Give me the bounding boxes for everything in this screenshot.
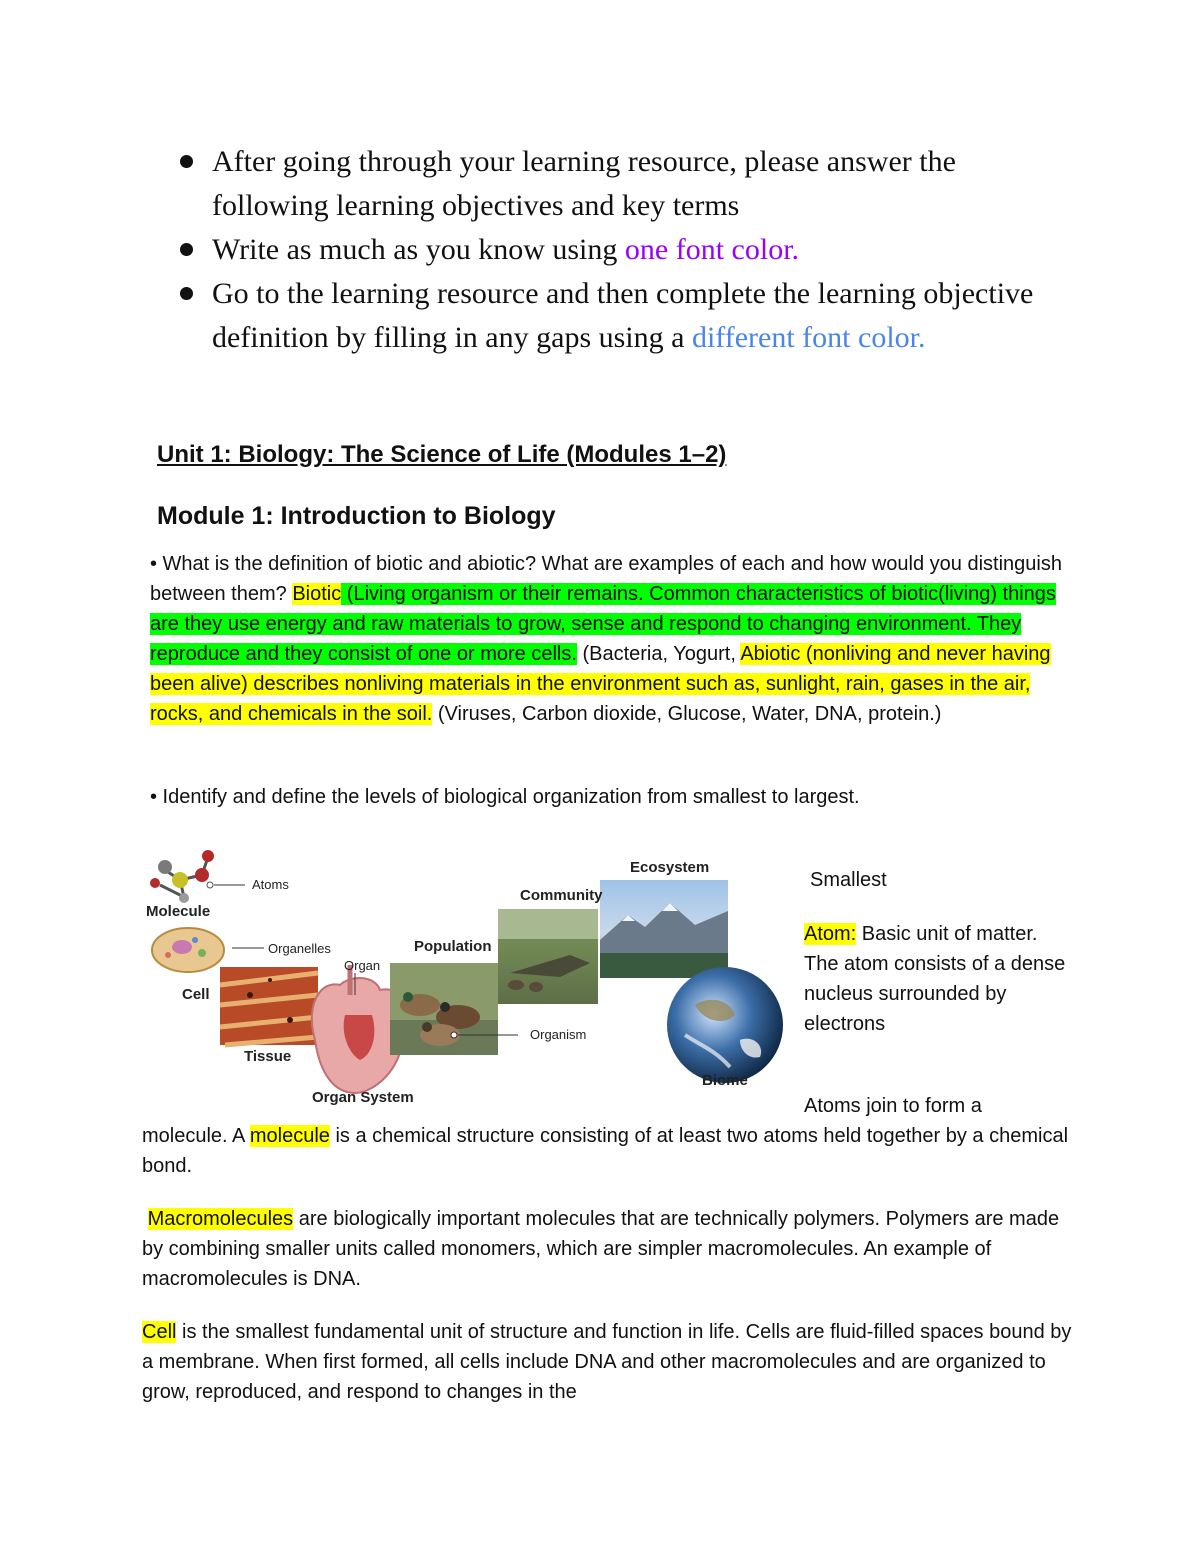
instruction-item <box>176 272 1076 360</box>
bullet-icon <box>180 243 193 256</box>
label-biome: Biome <box>702 1072 748 1089</box>
cell-def: is the smallest fundamental unit of structure and function in life. Cells are fluid-filled spaces bound by a membrane. When first formed, all cells include DNA and other macromolecules and are organized to grow, reproduced, and respond to changes in the <box>142 1321 1072 1403</box>
label-molecule: Molecule <box>146 903 211 920</box>
biotic-examples: (Bacteria, Yogurt, <box>576 643 741 665</box>
label-community: Community <box>520 887 603 904</box>
module-heading: Module 1: Introduction to Biology <box>157 502 556 530</box>
community-icon <box>498 909 598 1004</box>
bullet-icon <box>180 155 193 168</box>
question-text: • What is the definition of biotic and abiotic? What are examples of each and how would you distinguish between them? <box>150 553 1062 605</box>
unit-heading: Unit 1: Biology: The Science of Life (Modules 1–2) <box>157 441 727 468</box>
molecule-icon <box>150 850 245 903</box>
instruction-text: Write as much as you know using <box>212 233 625 266</box>
instruction-list <box>176 140 1076 360</box>
instruction-text: After going through your learning resource, please answer the following learning objectives and key terms <box>212 145 956 222</box>
molecule-pre: molecule. A <box>142 1125 250 1147</box>
biome-icon <box>667 967 783 1083</box>
molecule-paragraph <box>142 1091 1072 1181</box>
label-organ: Organ <box>344 958 381 973</box>
levels-of-organization-figure <box>140 845 790 1110</box>
instruction-text: Go to the learning resource and then complete the learning objective definition by filling in any gaps using a <box>212 277 1034 354</box>
molecule-def: is a chemical structure consisting of at least two atoms held together by a chemical bond. <box>142 1125 1069 1177</box>
label-tissue: Tissue <box>244 1048 292 1065</box>
label-cell: Cell <box>182 986 210 1003</box>
cell-term: Cell <box>142 1321 177 1343</box>
question-levels: • Identify and define the levels of biological organization from smallest to largest. <box>150 786 860 808</box>
label-organism: Organism <box>530 1027 587 1042</box>
side-text <box>804 865 1069 1039</box>
question-biotic-abiotic <box>150 549 1065 729</box>
bullet-icon <box>180 287 193 300</box>
molecule-lead: Atoms join to form a <box>804 1095 982 1117</box>
label-ecosystem: Ecosystem <box>630 859 710 876</box>
atom-definition <box>804 919 1069 1039</box>
purple-text: one font color. <box>624 233 800 266</box>
label-organ-system: Organ System <box>312 1089 414 1106</box>
label-population: Population <box>414 938 492 955</box>
instruction-item <box>176 140 1076 228</box>
atom-term: Atom: <box>804 923 857 945</box>
tissue-icon <box>220 967 318 1045</box>
macromolecules-def: are biologically important molecules that are technically polymers. Polymers are made by combining smaller units called monomers, which are simpler macromolecules. An example of macromolecules is DNA. <box>142 1208 1060 1290</box>
ecosystem-icon <box>600 880 728 978</box>
macromolecules-paragraph <box>142 1204 1072 1294</box>
molecule-term: molecule <box>249 1125 330 1147</box>
cell-paragraph <box>142 1317 1072 1407</box>
label-organelles: Organelles <box>268 941 331 956</box>
biotic-definition: (Living organism or their remains. Common characteristics of biotic(living) things are they use energy and raw materials to grow, sense and respond to changing environment. They reproduce and they consist of one or more cells. <box>150 583 1056 665</box>
label-atoms: Atoms <box>252 877 289 892</box>
atom-def-text: Basic unit of matter. The atom consists of a dense nucleus surrounded by electrons <box>804 923 1066 1035</box>
abiotic-definition: Abiotic (nonliving and never having been alive) describes nonliving materials in the environment such as, sunlight, rain, gases in the air, rocks, and chemicals in the soil. <box>150 643 1051 725</box>
blue-text: different font color. <box>691 321 926 354</box>
smallest-label: Smallest <box>810 869 887 891</box>
figure-illustration <box>140 845 790 1110</box>
macromolecules-term: Macromolecules <box>147 1208 294 1230</box>
instruction-item <box>176 228 1076 272</box>
biotic-term: Biotic <box>292 583 342 605</box>
cell-icon <box>152 928 264 972</box>
abiotic-examples: (Viruses, Carbon dioxide, Glucose, Water, DNA, protein.) <box>432 703 942 725</box>
